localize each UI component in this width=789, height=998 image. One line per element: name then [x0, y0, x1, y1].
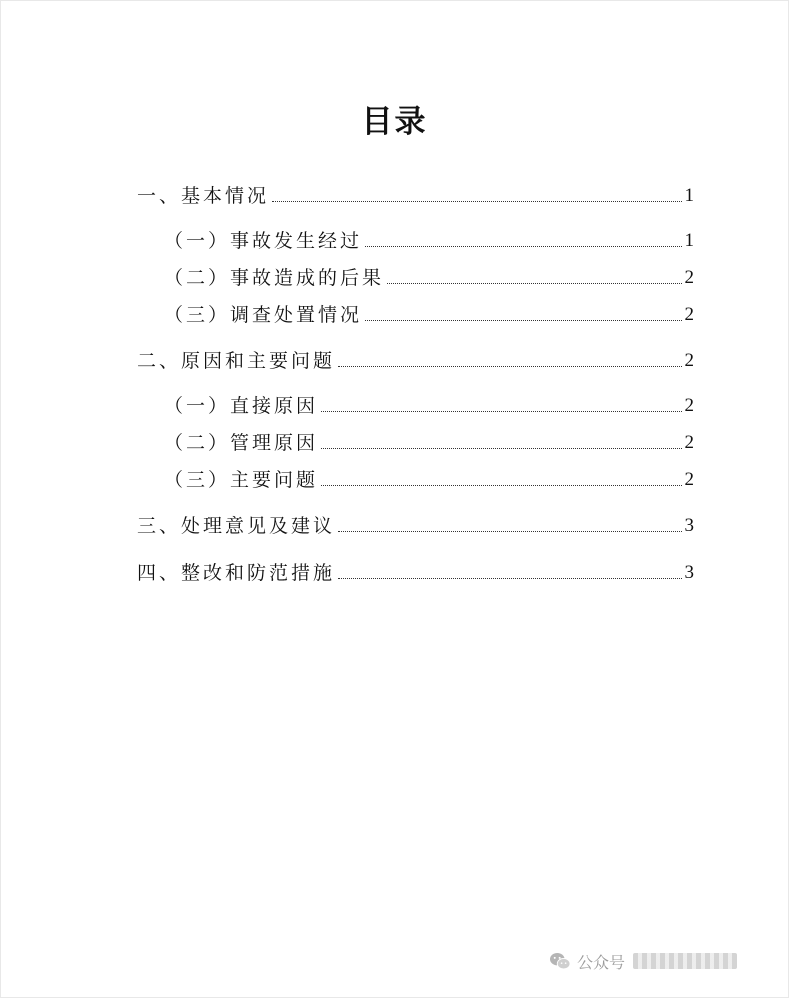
toc-entry-page: 1 [684, 230, 694, 251]
watermark [549, 948, 737, 974]
toc-entry[interactable] [164, 393, 694, 419]
wechat-icon [549, 951, 571, 971]
toc-entry-label: （二）管理原因 [164, 432, 319, 454]
toc-entry-page: 3 [684, 562, 694, 583]
toc-entry-page: 2 [684, 267, 694, 288]
toc-entry-page: 3 [684, 515, 694, 536]
dot-leader [365, 320, 681, 321]
toc-entry-label: （二）事故造成的后果 [164, 267, 385, 289]
dot-leader [272, 201, 681, 202]
watermark-text: 公众号 [577, 952, 626, 972]
toc-entry[interactable] [164, 430, 694, 456]
toc-entry-label: 二、原因和主要问题 [137, 350, 336, 372]
dot-leader [387, 283, 681, 284]
toc-entry-label: 三、处理意见及建议 [137, 515, 336, 537]
toc-entry-page: 2 [684, 395, 694, 416]
toc-entry-page: 2 [684, 469, 694, 490]
toc-entry-label: （三）调查处置情况 [164, 304, 363, 326]
dot-leader [365, 246, 681, 247]
dot-leader [338, 578, 681, 579]
toc-entry[interactable] [164, 228, 694, 254]
watermark-account-name [633, 953, 737, 969]
toc-entry-page: 2 [684, 350, 694, 371]
toc-entry-label: （一）事故发生经过 [164, 230, 363, 252]
toc-entry-label: 一、基本情况 [137, 185, 270, 207]
dot-leader [321, 485, 681, 486]
toc-entry-page: 2 [684, 432, 694, 453]
toc-entry-page: 1 [684, 185, 694, 206]
toc-entry-label: （一）直接原因 [164, 395, 319, 417]
toc-entry[interactable] [137, 348, 694, 374]
toc-entry-label: （三）主要问题 [164, 469, 319, 491]
dot-leader [338, 366, 681, 367]
toc-entry-page: 2 [684, 304, 694, 325]
dot-leader [338, 531, 681, 532]
toc-entry[interactable] [164, 467, 694, 493]
toc-title: 目录 [361, 104, 428, 140]
toc-entry-label: 四、整改和防范措施 [137, 562, 336, 584]
dot-leader [321, 448, 681, 449]
toc-entry[interactable] [137, 513, 694, 539]
dot-leader [321, 411, 681, 412]
toc-entry[interactable] [164, 265, 694, 291]
toc-entry[interactable] [137, 560, 694, 586]
toc-entry[interactable] [164, 302, 694, 328]
toc-entry[interactable] [137, 183, 694, 209]
